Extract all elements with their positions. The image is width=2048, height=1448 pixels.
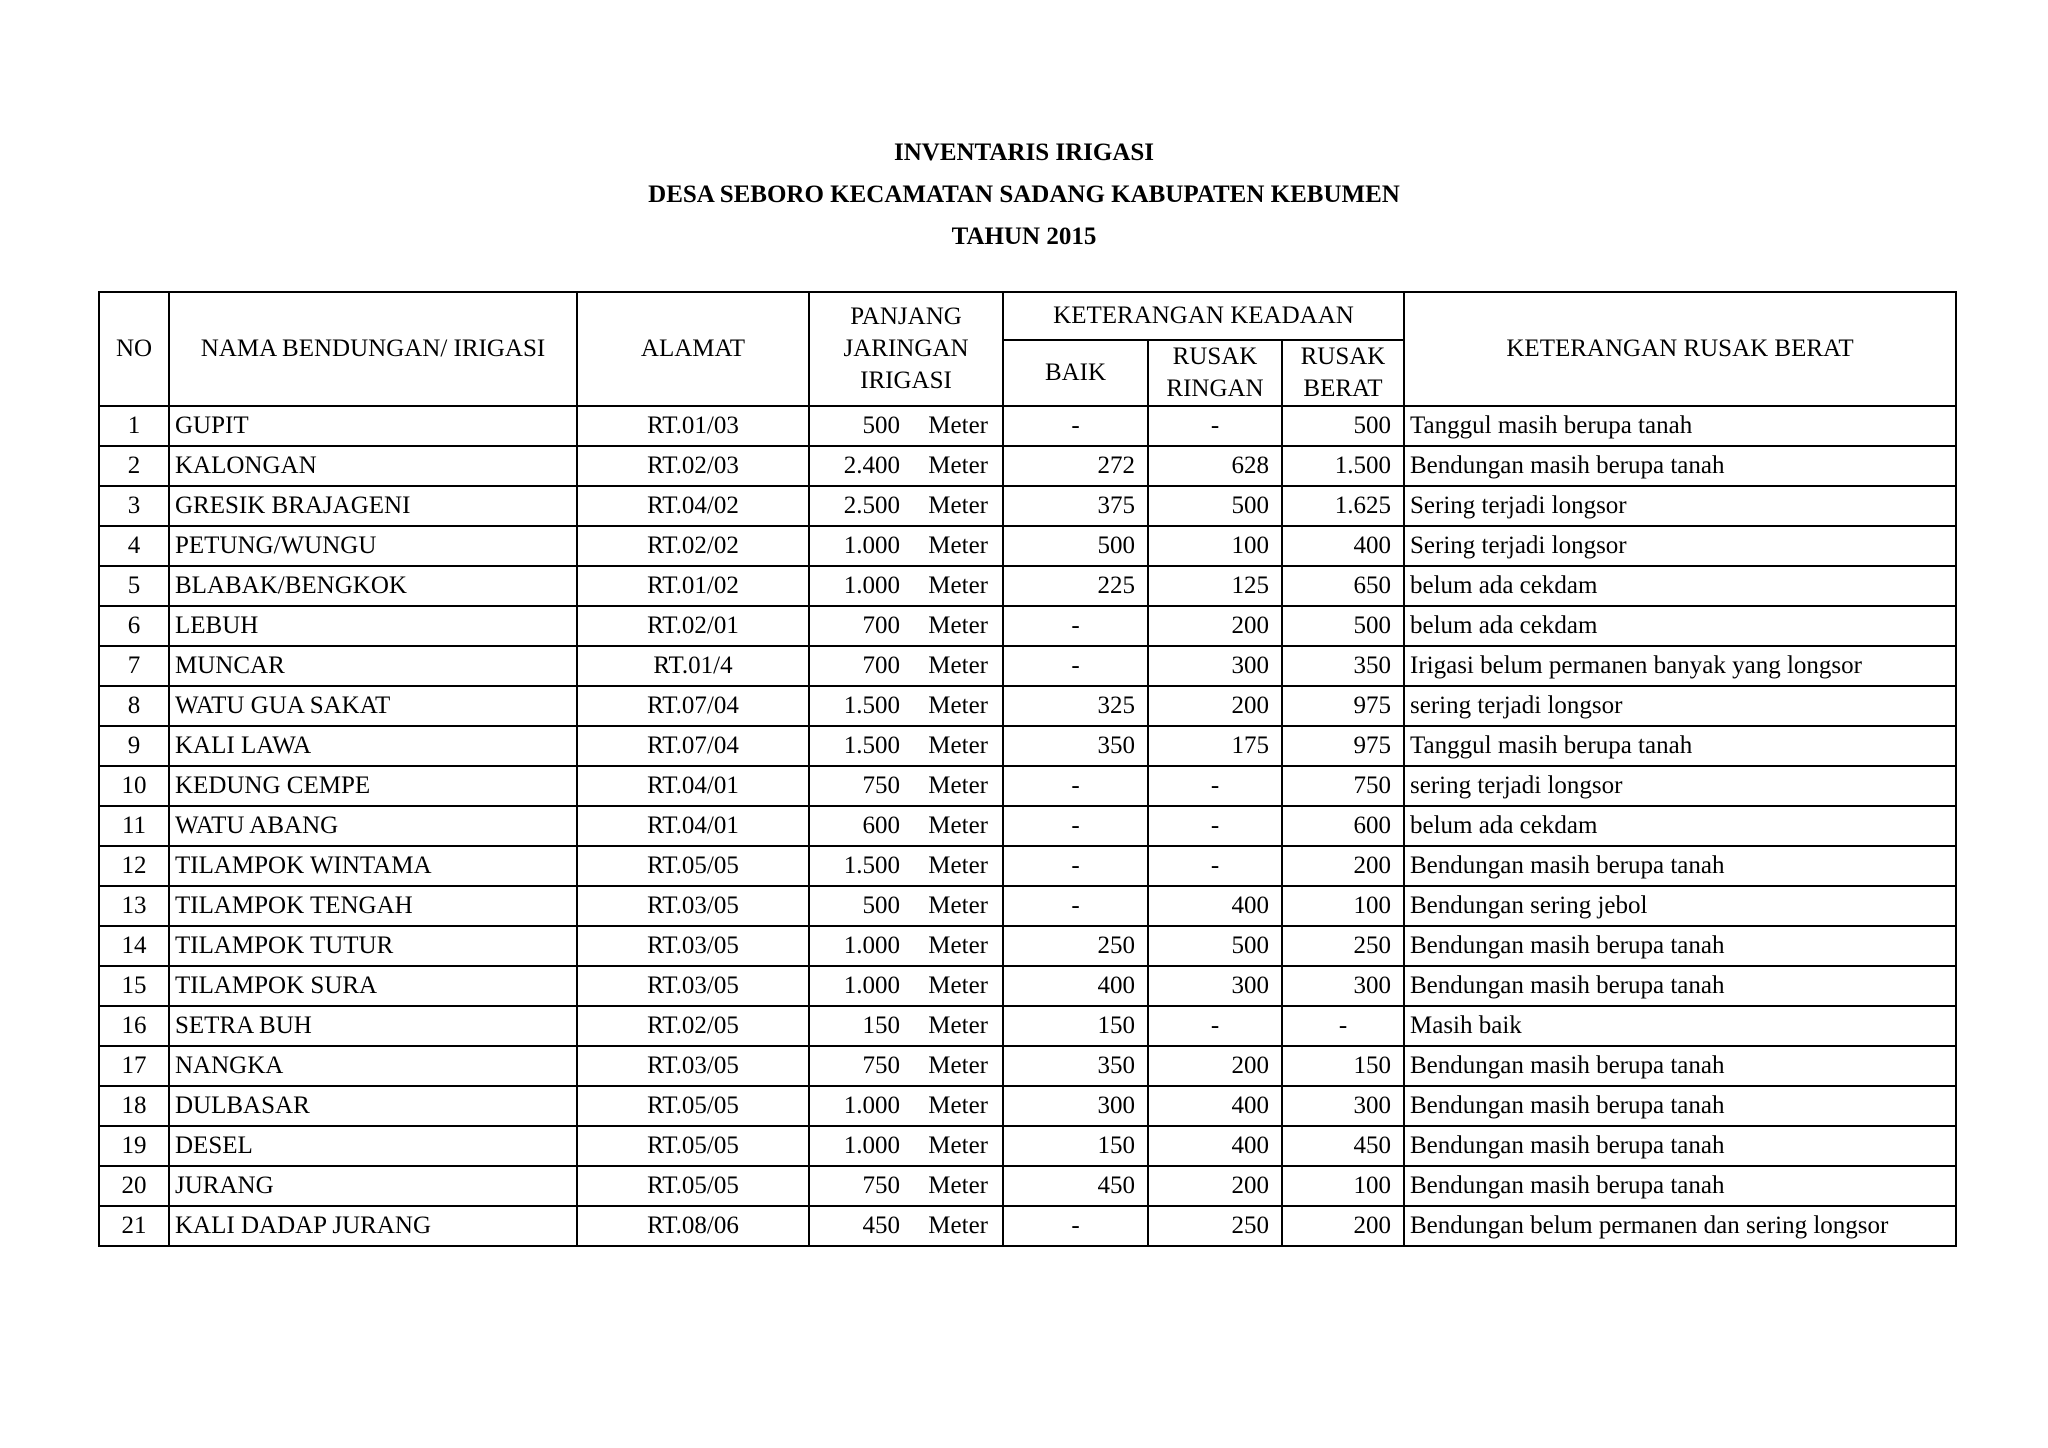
- condition-rusak-berat: 750: [1282, 766, 1404, 806]
- dam-name: GUPIT: [169, 406, 577, 446]
- network-length-wrap: [810, 771, 1002, 801]
- network-length: [809, 1166, 1003, 1206]
- condition-rusak-berat: -: [1282, 1006, 1404, 1046]
- header-panjang-line1: PANJANG: [850, 303, 962, 330]
- dam-address: RT.01/4: [577, 646, 809, 686]
- dam-address: RT.03/05: [577, 966, 809, 1006]
- damage-note: Bendungan sering jebol: [1404, 886, 1956, 926]
- network-length-wrap: [810, 531, 1002, 561]
- table-row: [99, 726, 1956, 766]
- network-length-unit: Meter: [928, 612, 988, 639]
- header-panjang-line3: IRIGASI: [860, 367, 952, 394]
- header-nama: NAMA BENDUNGAN/ IRIGASI: [169, 292, 577, 406]
- table-row: [99, 966, 1956, 1006]
- condition-baik: 300: [1003, 1086, 1148, 1126]
- table-row: [99, 766, 1956, 806]
- condition-baik: -: [1003, 806, 1148, 846]
- header-keterangan-keadaan: KETERANGAN KEADAAN: [1003, 292, 1404, 340]
- dam-address: RT.04/02: [577, 486, 809, 526]
- condition-rusak-berat: 1.500: [1282, 446, 1404, 486]
- damage-note: belum ada cekdam: [1404, 806, 1956, 846]
- row-number: 3: [99, 486, 169, 526]
- row-number: 11: [99, 806, 169, 846]
- dam-address: RT.07/04: [577, 686, 809, 726]
- network-length-unit: Meter: [928, 812, 988, 839]
- condition-baik: 350: [1003, 726, 1148, 766]
- network-length: [809, 1006, 1003, 1046]
- damage-note: Bendungan masih berupa tanah: [1404, 926, 1956, 966]
- condition-baik: 150: [1003, 1006, 1148, 1046]
- network-length-value: 700: [862, 652, 900, 679]
- condition-baik: -: [1003, 646, 1148, 686]
- network-length-wrap: [810, 1051, 1002, 1081]
- network-length-value: 700: [862, 612, 900, 639]
- condition-rusak-berat: 200: [1282, 1206, 1404, 1246]
- network-length: [809, 1206, 1003, 1246]
- dam-name: TILAMPOK TUTUR: [169, 926, 577, 966]
- network-length-wrap: [810, 731, 1002, 761]
- table-row: [99, 606, 1956, 646]
- title-tahun: TAHUN 2015: [951, 223, 1097, 250]
- header-rusak-ringan-line1: RUSAK: [1172, 343, 1258, 370]
- condition-rusak-ringan: 500: [1148, 486, 1282, 526]
- dam-name: BLABAK/BENGKOK: [169, 566, 577, 606]
- condition-rusak-berat: 100: [1282, 1166, 1404, 1206]
- damage-note: Bendungan masih berupa tanah: [1404, 446, 1956, 486]
- dam-address: RT.03/05: [577, 1046, 809, 1086]
- dam-name: TILAMPOK SURA: [169, 966, 577, 1006]
- condition-rusak-ringan: 400: [1148, 1086, 1282, 1126]
- dam-address: RT.04/01: [577, 766, 809, 806]
- header-rusak-berat-line1: RUSAK: [1300, 343, 1386, 370]
- row-number: 17: [99, 1046, 169, 1086]
- dam-name: KEDUNG CEMPE: [169, 766, 577, 806]
- dam-name: WATU GUA SAKAT: [169, 686, 577, 726]
- network-length-unit: Meter: [928, 1212, 988, 1239]
- condition-baik: 325: [1003, 686, 1148, 726]
- table-row: [99, 1206, 1956, 1246]
- condition-rusak-berat: 500: [1282, 606, 1404, 646]
- damage-note: Sering terjadi longsor: [1404, 486, 1956, 526]
- dam-name: KALONGAN: [169, 446, 577, 486]
- damage-note: Bendungan masih berupa tanah: [1404, 1166, 1956, 1206]
- condition-baik: 450: [1003, 1166, 1148, 1206]
- network-length-unit: Meter: [928, 572, 988, 599]
- network-length-value: 150: [862, 1012, 900, 1039]
- dam-address: RT.02/03: [577, 446, 809, 486]
- header-no: NO: [99, 292, 169, 406]
- condition-rusak-berat: 975: [1282, 686, 1404, 726]
- condition-rusak-ringan: 100: [1148, 526, 1282, 566]
- network-length-unit: Meter: [928, 412, 988, 439]
- network-length-unit: Meter: [928, 492, 988, 519]
- condition-rusak-berat: 300: [1282, 966, 1404, 1006]
- header-rusak-ringan-line2: RINGAN: [1166, 375, 1264, 402]
- damage-note: Bendungan masih berupa tanah: [1404, 1046, 1956, 1086]
- damage-note: Sering terjadi longsor: [1404, 526, 1956, 566]
- table-row: [99, 1126, 1956, 1166]
- network-length-wrap: [810, 971, 1002, 1001]
- row-number: 18: [99, 1086, 169, 1126]
- row-number: 21: [99, 1206, 169, 1246]
- condition-rusak-berat: 350: [1282, 646, 1404, 686]
- damage-note: Bendungan masih berupa tanah: [1404, 1086, 1956, 1126]
- row-number: 12: [99, 846, 169, 886]
- document-title-block: [0, 132, 2048, 258]
- row-number: 1: [99, 406, 169, 446]
- dam-name: SETRA BUH: [169, 1006, 577, 1046]
- damage-note: sering terjadi longsor: [1404, 686, 1956, 726]
- network-length-value: 1.500: [843, 852, 900, 879]
- network-length: [809, 1086, 1003, 1126]
- condition-baik: 150: [1003, 1126, 1148, 1166]
- network-length-value: 1.000: [843, 572, 900, 599]
- network-length-value: 750: [862, 1052, 900, 1079]
- network-length-value: 750: [862, 772, 900, 799]
- damage-note: Tanggul masih berupa tanah: [1404, 406, 1956, 446]
- dam-address: RT.05/05: [577, 1086, 809, 1126]
- network-length: [809, 446, 1003, 486]
- network-length-value: 500: [862, 892, 900, 919]
- irrigation-inventory-table: [98, 291, 1957, 1247]
- row-number: 15: [99, 966, 169, 1006]
- condition-rusak-ringan: 250: [1148, 1206, 1282, 1246]
- network-length-unit: Meter: [928, 532, 988, 559]
- network-length-unit: Meter: [928, 1052, 988, 1079]
- network-length-value: 1.000: [843, 532, 900, 559]
- table-row: [99, 686, 1956, 726]
- row-number: 10: [99, 766, 169, 806]
- dam-name: MUNCAR: [169, 646, 577, 686]
- header-baik: BAIK: [1003, 340, 1148, 406]
- condition-rusak-berat: 450: [1282, 1126, 1404, 1166]
- network-length: [809, 606, 1003, 646]
- dam-address: RT.03/05: [577, 926, 809, 966]
- network-length: [809, 566, 1003, 606]
- network-length-unit: Meter: [928, 692, 988, 719]
- damage-note: Tanggul masih berupa tanah: [1404, 726, 1956, 766]
- row-number: 19: [99, 1126, 169, 1166]
- network-length-unit: Meter: [928, 452, 988, 479]
- network-length-value: 500: [862, 412, 900, 439]
- condition-baik: -: [1003, 606, 1148, 646]
- network-length: [809, 806, 1003, 846]
- dam-name: TILAMPOK TENGAH: [169, 886, 577, 926]
- row-number: 2: [99, 446, 169, 486]
- row-number: 13: [99, 886, 169, 926]
- network-length-wrap: [810, 651, 1002, 681]
- dam-address: RT.03/05: [577, 886, 809, 926]
- damage-note: Bendungan masih berupa tanah: [1404, 966, 1956, 1006]
- header-alamat: ALAMAT: [577, 292, 809, 406]
- dam-name: KALI LAWA: [169, 726, 577, 766]
- network-length-unit: Meter: [928, 1012, 988, 1039]
- condition-rusak-ringan: 125: [1148, 566, 1282, 606]
- network-length: [809, 726, 1003, 766]
- network-length-wrap: [810, 491, 1002, 521]
- network-length-unit: Meter: [928, 772, 988, 799]
- network-length-wrap: [810, 691, 1002, 721]
- network-length-value: 450: [862, 1212, 900, 1239]
- condition-baik: 400: [1003, 966, 1148, 1006]
- network-length-wrap: [810, 1171, 1002, 1201]
- condition-rusak-berat: 100: [1282, 886, 1404, 926]
- network-length-value: 1.000: [843, 1132, 900, 1159]
- condition-rusak-berat: 300: [1282, 1086, 1404, 1126]
- table-row: [99, 806, 1956, 846]
- network-length: [809, 1046, 1003, 1086]
- condition-baik: 375: [1003, 486, 1148, 526]
- condition-rusak-ringan: 300: [1148, 966, 1282, 1006]
- network-length-unit: Meter: [928, 972, 988, 999]
- network-length-unit: Meter: [928, 932, 988, 959]
- dam-address: RT.08/06: [577, 1206, 809, 1246]
- dam-name: WATU ABANG: [169, 806, 577, 846]
- table-row: [99, 1166, 1956, 1206]
- network-length: [809, 926, 1003, 966]
- condition-baik: -: [1003, 766, 1148, 806]
- network-length-wrap: [810, 571, 1002, 601]
- network-length-wrap: [810, 1011, 1002, 1041]
- network-length: [809, 966, 1003, 1006]
- row-number: 16: [99, 1006, 169, 1046]
- dam-name: JURANG: [169, 1166, 577, 1206]
- row-number: 9: [99, 726, 169, 766]
- network-length: [809, 886, 1003, 926]
- network-length-value: 1.000: [843, 932, 900, 959]
- table-row: [99, 406, 1956, 446]
- condition-baik: -: [1003, 886, 1148, 926]
- condition-rusak-berat: 975: [1282, 726, 1404, 766]
- damage-note: Bendungan masih berupa tanah: [1404, 846, 1956, 886]
- row-number: 7: [99, 646, 169, 686]
- condition-rusak-ringan: 175: [1148, 726, 1282, 766]
- condition-baik: 272: [1003, 446, 1148, 486]
- dam-address: RT.02/05: [577, 1006, 809, 1046]
- row-number: 4: [99, 526, 169, 566]
- network-length: [809, 406, 1003, 446]
- header-rusak-ringan: [1148, 340, 1282, 406]
- network-length-unit: Meter: [928, 1172, 988, 1199]
- table-row: [99, 526, 1956, 566]
- network-length-wrap: [810, 1091, 1002, 1121]
- network-length: [809, 846, 1003, 886]
- condition-baik: -: [1003, 406, 1148, 446]
- network-length-value: 1.000: [843, 972, 900, 999]
- condition-baik: 250: [1003, 926, 1148, 966]
- table-row: [99, 446, 1956, 486]
- dam-address: RT.05/05: [577, 1126, 809, 1166]
- condition-rusak-ringan: 400: [1148, 886, 1282, 926]
- table-row: [99, 1006, 1956, 1046]
- condition-rusak-berat: 600: [1282, 806, 1404, 846]
- network-length-value: 2.500: [843, 492, 900, 519]
- dam-address: RT.07/04: [577, 726, 809, 766]
- network-length-unit: Meter: [928, 852, 988, 879]
- network-length-wrap: [810, 1211, 1002, 1241]
- network-length-value: 1.500: [843, 732, 900, 759]
- damage-note: belum ada cekdam: [1404, 606, 1956, 646]
- network-length-wrap: [810, 811, 1002, 841]
- condition-rusak-ringan: 200: [1148, 1166, 1282, 1206]
- row-number: 14: [99, 926, 169, 966]
- table-row: [99, 886, 1956, 926]
- title-inventaris: INVENTARIS IRIGASI: [893, 139, 1155, 166]
- condition-rusak-berat: 650: [1282, 566, 1404, 606]
- row-number: 6: [99, 606, 169, 646]
- condition-baik: -: [1003, 846, 1148, 886]
- condition-rusak-berat: 250: [1282, 926, 1404, 966]
- table-row: [99, 846, 1956, 886]
- condition-rusak-ringan: -: [1148, 806, 1282, 846]
- damage-note: sering terjadi longsor: [1404, 766, 1956, 806]
- dam-name: LEBUH: [169, 606, 577, 646]
- network-length: [809, 526, 1003, 566]
- condition-rusak-berat: 150: [1282, 1046, 1404, 1086]
- condition-rusak-ringan: -: [1148, 1006, 1282, 1046]
- network-length-wrap: [810, 451, 1002, 481]
- condition-rusak-ringan: 500: [1148, 926, 1282, 966]
- network-length-wrap: [810, 411, 1002, 441]
- network-length-unit: Meter: [928, 652, 988, 679]
- row-number: 5: [99, 566, 169, 606]
- network-length: [809, 766, 1003, 806]
- network-length-unit: Meter: [928, 732, 988, 759]
- dam-address: RT.05/05: [577, 1166, 809, 1206]
- network-length-value: 1.500: [843, 692, 900, 719]
- condition-rusak-ringan: 300: [1148, 646, 1282, 686]
- network-length-value: 1.000: [843, 1092, 900, 1119]
- dam-address: RT.01/03: [577, 406, 809, 446]
- dam-name: GRESIK BRAJAGENI: [169, 486, 577, 526]
- damage-note: Bendungan masih berupa tanah: [1404, 1126, 1956, 1166]
- table-row: [99, 926, 1956, 966]
- dam-name: TILAMPOK WINTAMA: [169, 846, 577, 886]
- condition-baik: -: [1003, 1206, 1148, 1246]
- network-length-unit: Meter: [928, 1092, 988, 1119]
- network-length-wrap: [810, 931, 1002, 961]
- condition-rusak-ringan: 200: [1148, 686, 1282, 726]
- header-panjang: [809, 292, 1003, 406]
- table-row: [99, 486, 1956, 526]
- table-body: [99, 406, 1956, 1246]
- condition-baik: 500: [1003, 526, 1148, 566]
- network-length-value: 750: [862, 1172, 900, 1199]
- dam-name: DESEL: [169, 1126, 577, 1166]
- header-panjang-line2: JARINGAN: [843, 335, 969, 362]
- damage-note: belum ada cekdam: [1404, 566, 1956, 606]
- table-row: [99, 646, 1956, 686]
- damage-note: Bendungan belum permanen dan sering longsor: [1404, 1206, 1956, 1246]
- condition-rusak-ringan: 400: [1148, 1126, 1282, 1166]
- network-length-value: 600: [862, 812, 900, 839]
- damage-note: Masih baik: [1404, 1006, 1956, 1046]
- table-row: [99, 566, 1956, 606]
- dam-address: RT.02/02: [577, 526, 809, 566]
- condition-rusak-berat: 1.625: [1282, 486, 1404, 526]
- header-keterangan-rusak-berat: KETERANGAN RUSAK BERAT: [1404, 292, 1956, 406]
- network-length: [809, 1126, 1003, 1166]
- title-desa: DESA SEBORO KECAMATAN SADANG KABUPATEN KEBUMEN: [648, 181, 1400, 208]
- condition-rusak-berat: 200: [1282, 846, 1404, 886]
- condition-rusak-ringan: -: [1148, 766, 1282, 806]
- condition-baik: 225: [1003, 566, 1148, 606]
- row-number: 20: [99, 1166, 169, 1206]
- header-rusak-berat-line2: BERAT: [1303, 375, 1383, 402]
- dam-name: PETUNG/WUNGU: [169, 526, 577, 566]
- network-length: [809, 686, 1003, 726]
- network-length-wrap: [810, 851, 1002, 881]
- dam-name: KALI DADAP JURANG: [169, 1206, 577, 1246]
- dam-name: NANGKA: [169, 1046, 577, 1086]
- condition-rusak-ringan: -: [1148, 846, 1282, 886]
- network-length-value: 2.400: [843, 452, 900, 479]
- header-rusak-berat: [1282, 340, 1404, 406]
- dam-address: RT.05/05: [577, 846, 809, 886]
- dam-name: DULBASAR: [169, 1086, 577, 1126]
- condition-rusak-ringan: -: [1148, 406, 1282, 446]
- network-length-unit: Meter: [928, 892, 988, 919]
- network-length-wrap: [810, 611, 1002, 641]
- condition-rusak-berat: 500: [1282, 406, 1404, 446]
- network-length: [809, 646, 1003, 686]
- network-length-wrap: [810, 1131, 1002, 1161]
- condition-baik: 350: [1003, 1046, 1148, 1086]
- table-row: [99, 1086, 1956, 1126]
- network-length-unit: Meter: [928, 1132, 988, 1159]
- table-row: [99, 1046, 1956, 1086]
- damage-note: Irigasi belum permanen banyak yang longsor: [1404, 646, 1956, 686]
- condition-rusak-berat: 400: [1282, 526, 1404, 566]
- dam-address: RT.02/01: [577, 606, 809, 646]
- condition-rusak-ringan: 200: [1148, 1046, 1282, 1086]
- dam-address: RT.04/01: [577, 806, 809, 846]
- network-length: [809, 486, 1003, 526]
- condition-rusak-ringan: 628: [1148, 446, 1282, 486]
- row-number: 8: [99, 686, 169, 726]
- condition-rusak-ringan: 200: [1148, 606, 1282, 646]
- network-length-wrap: [810, 891, 1002, 921]
- dam-address: RT.01/02: [577, 566, 809, 606]
